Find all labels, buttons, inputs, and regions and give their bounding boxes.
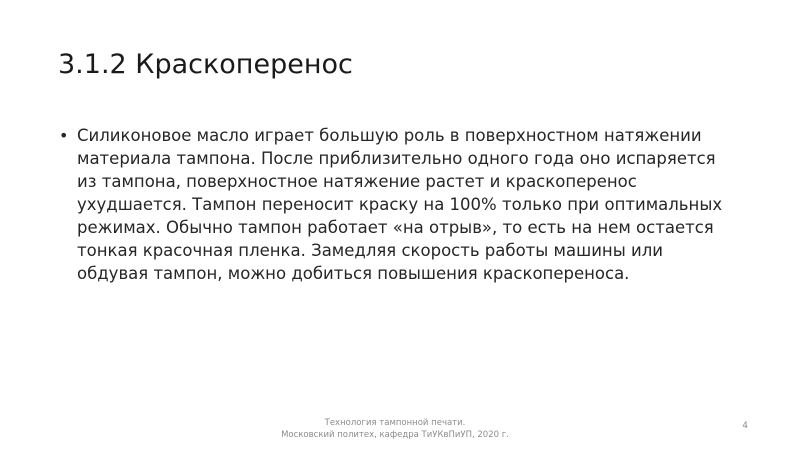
bullet-text: Силиконовое масло играет большую роль в поверхностном натяжении материала тампона. После приблизительно одного года оно испаряется из тампона, поверхностное натяжение растет и краскоперенос ухудшается. Тампон переносит краску на 100% только при оптимальных режимах. Обычно тампон работает «на отрыв», то есть на нем остается тонкая красочная пленка. Замедляя скорость работы машины или обдувая тампон, можно добиться повышения краскопереноса. bbox=[77, 126, 723, 283]
bullet-marker: • bbox=[59, 126, 69, 145]
bullet-list bbox=[59, 124, 759, 285]
bullet-item bbox=[59, 124, 759, 285]
slide-title: 3.1.2 Краскоперенос bbox=[58, 49, 353, 80]
footer-line-2: Московский политех, кафедра ТиУКвПиУП, 2020 г. bbox=[281, 430, 509, 440]
footer-line-1: Технология тампонной печати. bbox=[324, 418, 466, 428]
slide-footer bbox=[260, 417, 530, 441]
page-number: 4 bbox=[742, 421, 748, 431]
